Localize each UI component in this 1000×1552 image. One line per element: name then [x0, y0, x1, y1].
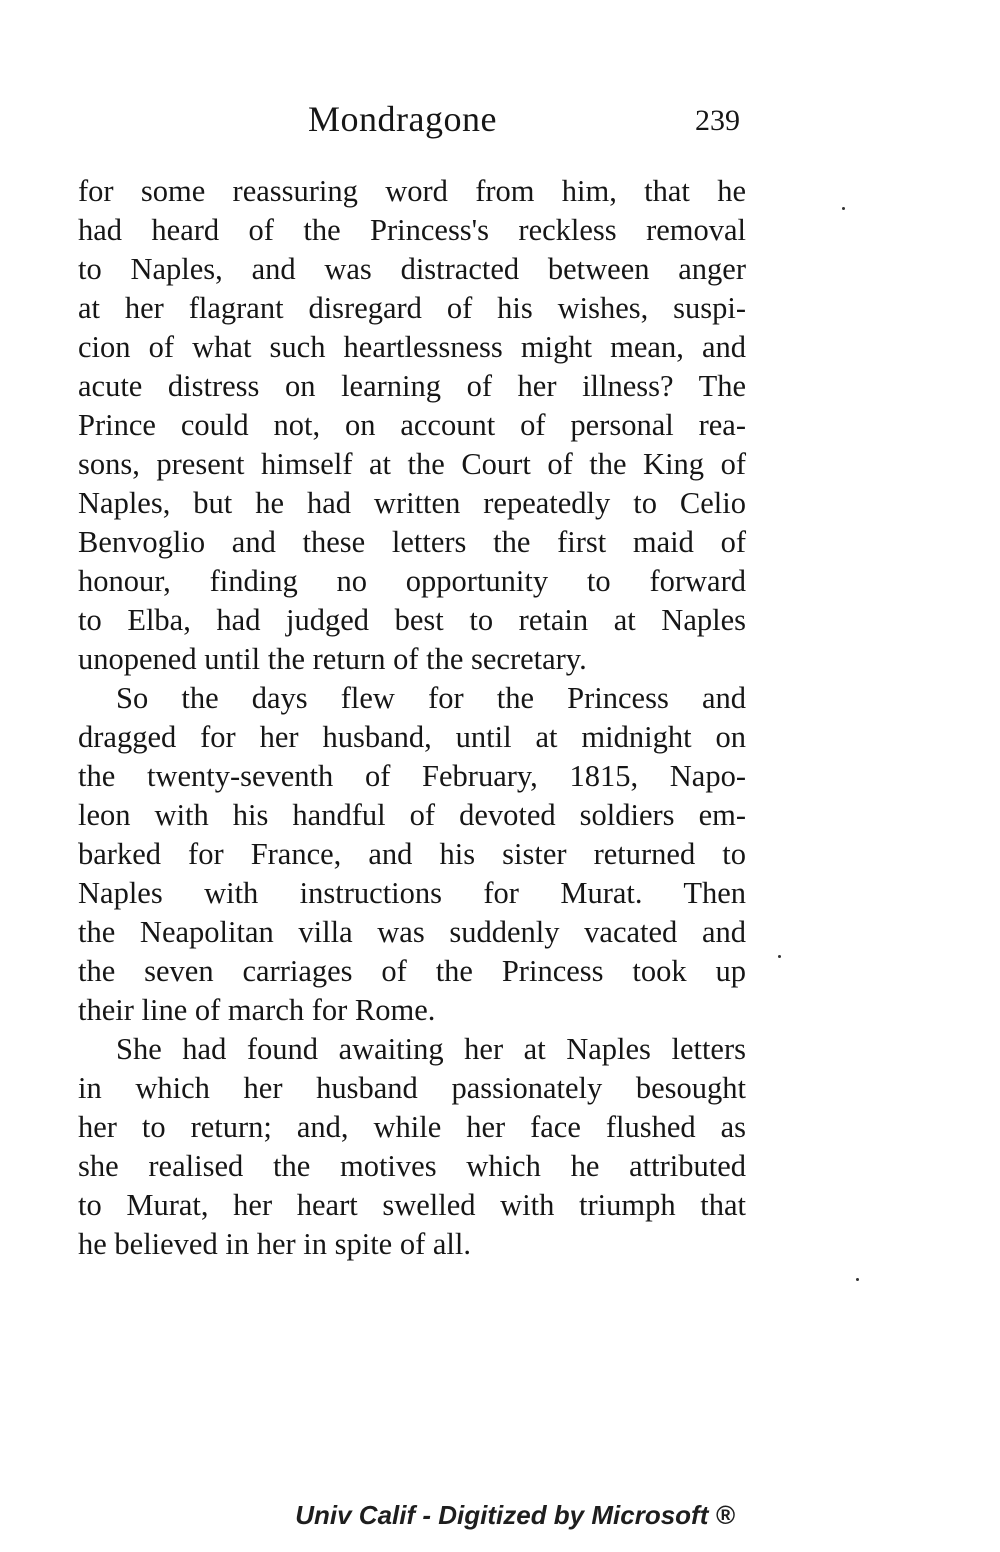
- text-line: their line of march for Rome.: [78, 993, 436, 1027]
- text-line: Naples, but he had written repeatedly to Celio: [78, 486, 746, 520]
- text-line: unopened until the return of the secretary.: [78, 642, 587, 676]
- text-line: Benvoglio and these letters the first maid of: [78, 525, 746, 559]
- text-line: She had found awaiting her at Naples letters: [116, 1032, 746, 1066]
- paragraph: [78, 172, 746, 679]
- text-line: So the days flew for the Princess and: [116, 681, 746, 715]
- text-line: leon with his handful of devoted soldiers em-: [78, 798, 746, 832]
- text-line: she realised the motives which he attributed: [78, 1149, 746, 1183]
- text-line: cion of what such heartlessness might mean, and: [78, 330, 746, 364]
- paragraph: [78, 1030, 746, 1264]
- text-line: he believed in her in spite of all.: [78, 1227, 471, 1261]
- text-line: the twenty-seventh of February, 1815, Napo-: [78, 759, 746, 793]
- text-line: at her flagrant disregard of his wishes, suspi-: [78, 291, 746, 325]
- text-line: her to return; and, while her face flushed as: [78, 1110, 746, 1144]
- body-text: [78, 172, 746, 1264]
- scan-speck: [778, 955, 781, 958]
- text-line: had heard of the Princess's reckless removal: [78, 213, 746, 247]
- text-line: the seven carriages of the Princess took up: [78, 954, 746, 988]
- scan-speck: [842, 207, 845, 210]
- scan-speck: [856, 1278, 859, 1281]
- running-title: Mondragone: [308, 99, 497, 139]
- text-line: the Neapolitan villa was suddenly vacated and: [78, 915, 746, 949]
- text-line: sons, present himself at the Court of the King of: [78, 447, 746, 481]
- text-line: Prince could not, on account of personal rea-: [78, 408, 746, 442]
- text-line: in which her husband passionately besought: [78, 1071, 746, 1105]
- text-line: acute distress on learning of her illness? The: [78, 369, 746, 403]
- text-line: dragged for her husband, until at midnight on: [78, 720, 746, 754]
- text-line: Naples with instructions for Murat. Then: [78, 876, 746, 910]
- digitization-watermark: Univ Calif - Digitized by Microsoft ®: [295, 1500, 735, 1530]
- text-line: to Elba, had judged best to retain at Naples: [78, 603, 746, 637]
- page-number: 239: [695, 104, 740, 137]
- text-line: honour, finding no opportunity to forward: [78, 564, 746, 598]
- paragraph: [78, 679, 746, 1030]
- text-line: to Naples, and was distracted between anger: [78, 252, 746, 286]
- text-line: for some reassuring word from him, that he: [78, 174, 746, 208]
- text-line: to Murat, her heart swelled with triumph that: [78, 1188, 746, 1222]
- running-head: [78, 98, 746, 146]
- text-line: barked for France, and his sister returned to: [78, 837, 746, 871]
